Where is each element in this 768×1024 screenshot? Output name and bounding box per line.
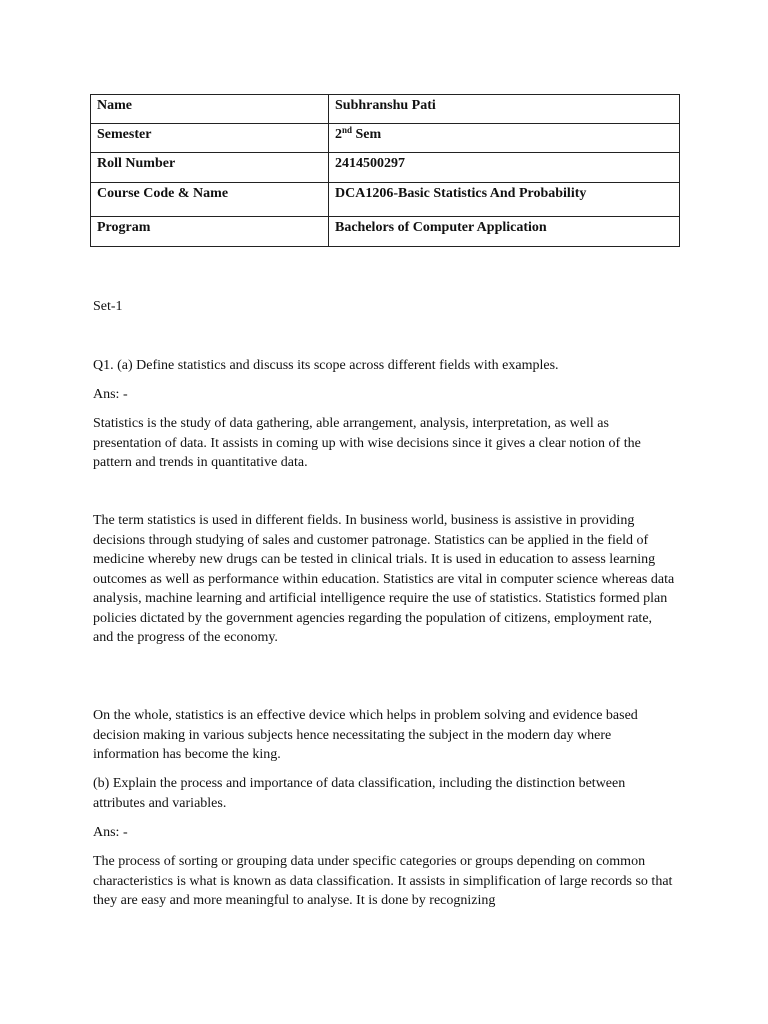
semester-suffix: Sem	[352, 127, 382, 142]
name-label: Name	[91, 95, 329, 124]
semester-number: 2	[335, 127, 342, 142]
roll-number-value: 2414500297	[329, 153, 680, 183]
answer-label-1: Ans: -	[93, 387, 128, 402]
student-info-table	[90, 94, 680, 247]
paragraph-1: Statistics is the study of data gathering, able arrangement, analysis, interpretation, as well as presentation of data. It assists in coming up with wise decisions since it gives a clear notion of the pattern and trends in quantitative data.	[93, 416, 641, 470]
paragraph-2: The term statistics is used in different fields. In business world, business is assistive in providing decisions through studying of sales and customer patronage. Statistics can be applied in the field of medicine whereby new drugs can be tested in clinical trials. It is used in education to assess learning outcomes as well as performance within education. Statistics are vital in computer science whereas data analysis, machine learning and artificial intelligence require the use of statistics. Statistics formed plan policies dictated by the government agencies regarding the population of citizens, employment rate, and the progress of the economy.	[93, 513, 675, 645]
program-value: Bachelors of Computer Application	[329, 217, 680, 247]
table-row	[91, 124, 680, 153]
roll-number-label: Roll Number	[91, 153, 329, 183]
program-label: Program	[91, 217, 329, 247]
table-row	[91, 153, 680, 183]
table-row	[91, 183, 680, 217]
answer-label-2: Ans: -	[93, 825, 128, 840]
table-row	[91, 95, 680, 124]
question-1b: (b) Explain the process and importance of data classification, including the distinction between attributes and variables.	[93, 776, 626, 811]
set-label: Set-1	[93, 299, 123, 314]
course-value: DCA1206-Basic Statistics And Probability	[329, 183, 680, 217]
semester-label: Semester	[91, 124, 329, 153]
paragraph-3: On the whole, statistics is an effective device which helps in problem solving and evidence based decision making in various subjects hence necessitating the subject in the modern day where information has become the king.	[93, 708, 638, 762]
name-value: Subhranshu Pati	[329, 95, 680, 124]
semester-value	[329, 124, 680, 153]
question-1a: Q1. (a) Define statistics and discuss its scope across different fields with examples.	[93, 358, 559, 373]
table-row	[91, 217, 680, 247]
paragraph-4: The process of sorting or grouping data under specific categories or groups depending on common characteristics is what is known as data classification. It assists in simplification of large records so that they are easy and more meaningful to analyse. It is done by recognizing	[93, 854, 673, 908]
course-label: Course Code & Name	[91, 183, 329, 217]
semester-ordinal: nd	[342, 125, 353, 135]
